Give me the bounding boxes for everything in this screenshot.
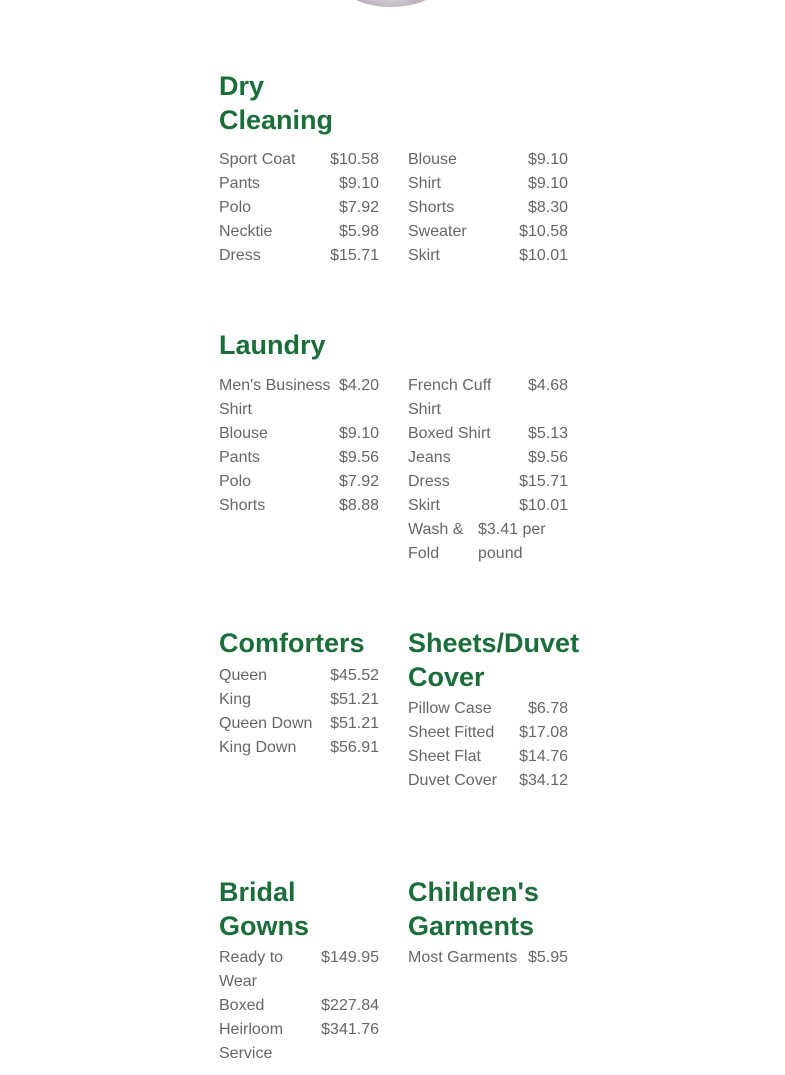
price-row <box>408 518 568 566</box>
item-price: $227.84 <box>321 997 379 1014</box>
price-row <box>408 446 568 470</box>
children-section <box>408 876 568 970</box>
item-name: Pillow Case <box>408 700 492 717</box>
item-name: Queen Down <box>219 714 313 732</box>
item-name: King <box>219 690 252 708</box>
item-price: $149.95 <box>321 949 379 966</box>
laundry-left-list <box>219 371 379 518</box>
comforters-section <box>219 627 379 760</box>
item-name: Jeans <box>408 449 451 466</box>
price-row <box>408 470 568 494</box>
comforters-heading: Comforters <box>219 628 365 658</box>
item-price: $9.56 <box>527 449 568 466</box>
price-row <box>408 697 568 721</box>
bridal-section <box>219 876 379 1066</box>
item-price: $7.92 <box>338 473 379 490</box>
item-price: $3.41 per pound <box>478 521 546 562</box>
item-name: Dress <box>408 473 450 490</box>
item-name: Queen <box>219 666 268 684</box>
item-price: $51.21 <box>330 690 379 708</box>
item-price: $9.10 <box>338 175 379 192</box>
item-price: $51.21 <box>330 714 379 732</box>
price-row <box>219 494 379 518</box>
item-price: $9.56 <box>338 449 379 466</box>
item-price: $9.10 <box>338 425 379 442</box>
item-price: $10.01 <box>519 497 568 514</box>
item-price: $10.58 <box>330 151 379 168</box>
price-row <box>219 220 379 244</box>
item-price: $10.01 <box>519 247 568 264</box>
item-name: Duvet Cover <box>408 772 497 789</box>
sheets-heading: Sheets/Duvet Cover <box>408 628 580 692</box>
item-name: Boxed Shirt <box>408 425 491 442</box>
item-name: Necktie <box>219 223 273 240</box>
laundry-right-list <box>408 371 568 566</box>
item-name: Boxed <box>219 997 265 1014</box>
item-price: $8.88 <box>338 497 379 514</box>
item-name: Shorts <box>408 199 455 216</box>
item-price: $7.92 <box>338 199 379 216</box>
price-row <box>219 736 379 760</box>
price-row <box>408 196 568 220</box>
children-heading: Children's Garments <box>408 877 539 941</box>
item-name: Heirloom Service <box>219 1021 284 1062</box>
item-name: Sheet Flat <box>408 748 481 765</box>
item-name: Polo <box>219 473 252 490</box>
item-name: Shorts <box>219 497 266 514</box>
laundry-heading: Laundry <box>219 330 326 360</box>
item-name: Pants <box>219 449 260 466</box>
item-name: Ready to Wear <box>219 949 284 990</box>
item-price: $5.98 <box>338 223 379 240</box>
price-row <box>219 712 379 736</box>
price-row <box>408 422 568 446</box>
item-name: Dress <box>219 247 261 264</box>
price-row <box>219 946 379 994</box>
price-row <box>408 244 568 268</box>
price-row <box>408 220 568 244</box>
item-price: $34.12 <box>519 772 568 789</box>
dry-cleaning-heading: Dry Cleaning <box>219 71 334 135</box>
item-price: $9.10 <box>527 175 568 192</box>
price-row <box>408 721 568 745</box>
price-row <box>219 470 379 494</box>
dry-cleaning-section <box>219 70 579 137</box>
item-name: Blouse <box>408 151 457 168</box>
price-row <box>408 745 568 769</box>
item-price: $5.13 <box>527 425 568 442</box>
price-row <box>408 946 568 970</box>
item-name: Wash & Fold <box>408 521 464 562</box>
price-row <box>408 494 568 518</box>
price-row <box>408 148 568 172</box>
item-price: $15.71 <box>519 473 568 490</box>
item-price: $5.95 <box>527 949 568 966</box>
price-row <box>408 769 568 793</box>
item-price: $341.76 <box>321 1021 379 1038</box>
item-price: $6.78 <box>527 700 568 717</box>
price-row <box>219 374 379 422</box>
item-price: $9.10 <box>527 151 568 168</box>
item-name: Skirt <box>408 247 440 264</box>
price-row <box>219 422 379 446</box>
item-price: $15.71 <box>330 247 379 264</box>
item-price: $10.58 <box>519 223 568 240</box>
item-name: Men's Business Shirt <box>219 377 331 418</box>
item-price: $4.20 <box>338 377 379 394</box>
item-name: Sport Coat <box>219 151 296 168</box>
item-name: Shirt <box>408 175 441 192</box>
item-name: Blouse <box>219 425 268 442</box>
item-price: $56.91 <box>330 738 379 756</box>
price-row <box>219 688 379 712</box>
item-name: Most Garments <box>408 949 518 966</box>
bridal-heading: Bridal Gowns <box>219 877 310 941</box>
dry-cleaning-left-list <box>219 145 379 268</box>
item-name: French Cuff Shirt <box>408 377 492 418</box>
price-row <box>219 244 379 268</box>
price-row <box>219 172 379 196</box>
avatar <box>340 0 442 7</box>
item-price: $45.52 <box>330 666 379 684</box>
item-price: $4.68 <box>527 377 568 394</box>
price-row <box>219 664 379 688</box>
item-name: Skirt <box>408 497 440 514</box>
price-row <box>219 994 379 1018</box>
price-row <box>219 1018 379 1066</box>
price-row <box>408 172 568 196</box>
item-price: $8.30 <box>527 199 568 216</box>
price-row <box>219 148 379 172</box>
price-row <box>219 446 379 470</box>
laundry-section <box>219 329 379 363</box>
item-name: Sweater <box>408 223 467 240</box>
sheets-section <box>408 627 580 793</box>
item-name: Polo <box>219 199 252 216</box>
price-row <box>219 196 379 220</box>
item-name: King Down <box>219 738 297 756</box>
item-name: Sheet Fitted <box>408 724 495 741</box>
dry-cleaning-right-list <box>408 145 568 268</box>
item-name: Pants <box>219 175 260 192</box>
item-price: $14.76 <box>519 748 568 765</box>
price-row <box>408 374 568 422</box>
item-price: $17.08 <box>519 724 568 741</box>
